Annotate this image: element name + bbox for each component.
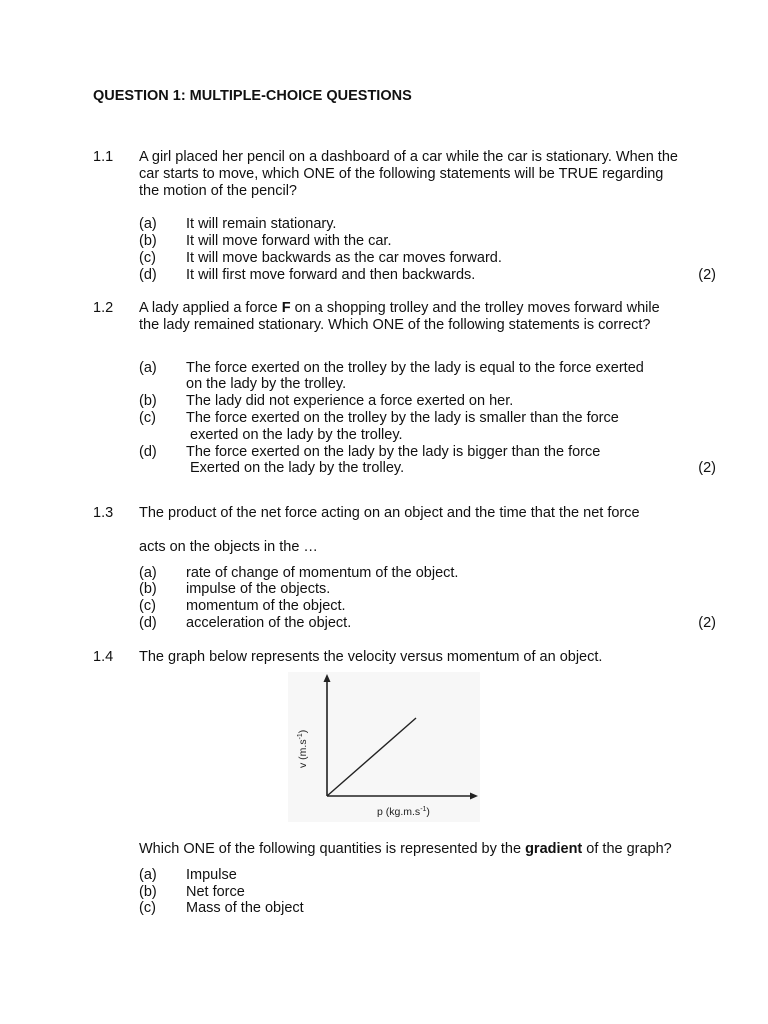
option-label: (c) xyxy=(139,409,156,426)
question-1-4-continued xyxy=(93,841,683,917)
gradient-question xyxy=(139,841,683,858)
question-1-3 xyxy=(93,505,716,632)
option-label: (a) xyxy=(139,216,157,233)
option-a xyxy=(139,565,683,582)
option-text: It will remain stationary. xyxy=(186,216,337,233)
option-text: impulse of the objects. xyxy=(186,581,331,598)
question-text-part: Which ONE of the following quantities is represented by the xyxy=(139,841,526,857)
question-number: 1.1 xyxy=(93,149,114,165)
question-text-part: on a shopping trolley and the trolley moves forward while the lady remained stationary. Which ONE of the following statements is correct? xyxy=(139,300,660,333)
option-text: Net force xyxy=(186,883,245,900)
option-text: The force exerted on the lady by the lady is bigger than the force xyxy=(186,443,601,460)
question-number: 1.2 xyxy=(93,300,114,316)
option-text: momentum of the object. xyxy=(186,598,346,615)
option-label: (b) xyxy=(139,581,157,598)
option-text: The force exerted on the trolley by the lady is equal to the force exerted xyxy=(186,359,644,376)
option-c xyxy=(139,598,683,615)
option-d xyxy=(139,266,716,284)
question-text-part: of the graph? xyxy=(582,841,672,857)
question-text: The graph below represents the velocity versus momentum of an object. xyxy=(139,649,603,665)
option-b xyxy=(139,233,683,250)
option-text: The force exerted on the trolley by the lady is smaller than the force xyxy=(186,409,619,426)
question-text-part: A lady applied a force xyxy=(139,300,282,316)
option-label: (d) xyxy=(139,266,157,283)
option-label: (c) xyxy=(139,249,156,266)
option-text: acceleration of the object. xyxy=(186,614,352,631)
option-b xyxy=(139,884,683,901)
option-list xyxy=(139,359,716,478)
graph-svg xyxy=(288,672,480,822)
question-1-1 xyxy=(93,149,716,284)
option-d xyxy=(139,443,716,478)
page-title: QUESTION 1: MULTIPLE-CHOICE QUESTIONS xyxy=(93,88,412,104)
velocity-momentum-graph xyxy=(288,672,480,822)
option-text: It will move backwards as the car moves forward. xyxy=(186,249,502,266)
option-text: It will move forward with the car. xyxy=(186,233,392,250)
question-text xyxy=(139,300,683,334)
option-list xyxy=(139,216,716,283)
option-label: (b) xyxy=(139,883,157,900)
option-label: (a) xyxy=(139,359,157,376)
question-1-2 xyxy=(93,300,716,477)
option-list xyxy=(139,867,683,917)
force-symbol: F xyxy=(281,300,291,316)
option-label: (b) xyxy=(139,393,157,410)
option-text: The lady did not experience a force exerted on her. xyxy=(186,393,514,410)
option-b xyxy=(139,393,683,410)
option-d xyxy=(139,614,716,632)
option-text: exerted on the lady by the trolley. xyxy=(190,426,403,443)
option-a xyxy=(139,867,683,884)
graph-background xyxy=(288,672,480,822)
marks-label: (2) xyxy=(698,614,716,631)
option-c xyxy=(139,900,683,917)
y-axis-label: v $(m.s^{-1})$ xyxy=(297,729,309,768)
option-text: Impulse xyxy=(186,866,237,883)
option-label: (c) xyxy=(139,900,156,917)
option-text: Exerted on the lady by the trolley. xyxy=(190,460,405,477)
option-c xyxy=(139,250,683,267)
marks-label: (2) xyxy=(698,460,716,477)
question-number: 1.4 xyxy=(93,649,114,665)
question-number: 1.3 xyxy=(93,505,114,521)
option-label: (d) xyxy=(139,443,157,460)
option-label: (a) xyxy=(139,866,157,883)
marks-label: (2) xyxy=(698,266,716,283)
option-text: It will first move forward and then backwards. xyxy=(186,266,476,283)
option-text: Mass of the object xyxy=(186,900,304,917)
option-c xyxy=(139,410,683,444)
option-label: (c) xyxy=(139,598,156,615)
x-axis-label: p $(kg.m.s^{-1})$ xyxy=(377,806,430,818)
gradient-keyword: gradient xyxy=(525,841,583,857)
option-a xyxy=(139,360,683,394)
question-1-4 xyxy=(93,649,683,666)
option-text: on the lady by the trolley. xyxy=(186,376,347,393)
question-text-line: The product of the net force acting on an object and the time that the net force xyxy=(139,505,640,521)
option-a xyxy=(139,216,683,233)
option-label: (b) xyxy=(139,233,157,250)
question-text-line: acts on the objects in the … xyxy=(139,538,318,555)
question-text: A girl placed her pencil on a dashboard of a car while the car is stationary. When the car starts to move, which ONE of the following statements will be TRUE regarding the motion of the pencil? xyxy=(139,149,678,199)
option-label: (d) xyxy=(139,614,157,631)
option-text: rate of change of momentum of the object. xyxy=(186,564,459,581)
option-label: (a) xyxy=(139,564,157,581)
option-b xyxy=(139,581,683,598)
option-list xyxy=(139,564,716,632)
